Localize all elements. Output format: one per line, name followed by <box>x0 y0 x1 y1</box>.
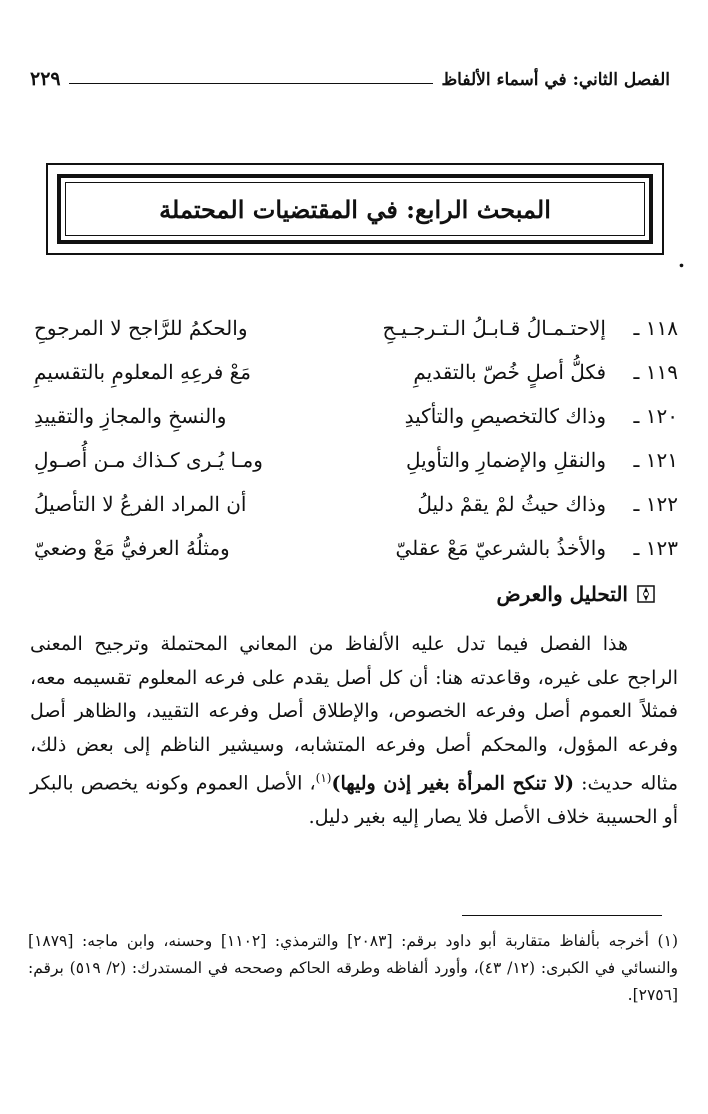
verse-first-hemistich: إلاحتـمـالُ قـابـلُ الـتـرجـيـحِ <box>382 316 606 340</box>
verse-number: ١٢١ ـ <box>633 448 678 472</box>
section-title: المبحث الرابع: في المقتضيات المحتملة <box>159 194 551 224</box>
verse-number: ١٢٠ ـ <box>633 404 678 428</box>
verse-first-hemistich: والأخذُ بالشرعيّ مَعْ عقليّ <box>395 536 606 560</box>
verse-second-hemistich: والحكمُ للرَّاجح لا المرجوحِ <box>34 316 248 340</box>
verse-first-hemistich: فكلُّ أصلٍ خُصّ بالتقديمِ <box>413 360 606 384</box>
verse-number: ١٢٢ ـ <box>633 492 678 516</box>
page-header <box>30 60 670 90</box>
section-title-panel <box>65 182 645 236</box>
running-title: الفصل الثاني: في أسماء الألفاظ <box>441 70 670 90</box>
verse-second-hemistich: مَعْ فرعِهِ المعلومِ بالتقسيمِ <box>34 360 251 384</box>
header-rule <box>69 83 434 84</box>
section-title-frame <box>46 163 664 255</box>
verse-number: ١١٩ ـ <box>633 360 678 384</box>
section-title-inner-frame <box>57 174 653 244</box>
verse-first-hemistich: وذاك كالتخصيصِ والتأكيدِ <box>404 404 606 428</box>
poem <box>34 306 678 570</box>
footnote: (١) أخرجه بألفاظ متقاربة أبو داود برقم: [٢٠٨٣] والترمذي: [١١٠٢] وحسنه، وابن ماجه: [١٨٧٩] والنسائي في الكبرى: (١٢/ ٤٣)، وأورد ألفاظه وطرقه الحاكم وصححه في المستدرك: (٢/ ٥١٩) برقم: [٢٧٥٦]. <box>28 932 678 1004</box>
verse-row <box>34 350 678 394</box>
verse-number: ١١٨ ـ <box>633 316 678 340</box>
verse-row <box>34 482 678 526</box>
page-number: ٢٢٩ <box>30 68 61 90</box>
analysis-heading-row <box>30 582 656 606</box>
verse-second-hemistich: ومثلُهُ العرفيُّ مَعْ وضعيّ <box>34 536 230 560</box>
verse-second-hemistich: ومـا يُـرى كـذاك مـن أُصـولِ <box>34 448 263 472</box>
verse-row <box>34 394 678 438</box>
floral-ornament-icon <box>636 584 656 604</box>
analysis-paragraph <box>30 628 678 834</box>
analysis-text-continued: ، الأصل العموم وكونه يخصص بالبكر أو الحسيبة خلاف الأصل فلا يصار إليه بغير دليل. <box>30 772 678 828</box>
print-dot: . <box>678 248 685 272</box>
footnote-rule <box>462 915 662 916</box>
footnote-marker[interactable]: (١) <box>315 771 332 785</box>
verse-row <box>34 438 678 482</box>
verse-row <box>34 306 678 350</box>
verse-number: ١٢٣ ـ <box>633 536 678 560</box>
hadith-quote: (لا تنكح المرأة بغير إذن وليها) <box>331 772 574 795</box>
verse-second-hemistich: أن المراد الفرعُ لا التأصيلُ <box>34 492 247 516</box>
analysis-body <box>30 628 678 834</box>
analysis-heading: التحليل والعرض <box>496 582 628 606</box>
verse-first-hemistich: والنقلِ والإضمارِ والتأويلِ <box>405 448 606 472</box>
analysis-text: هذا الفصل فيما تدل عليه الألفاظ من المعاني المحتملة وترجيح المعنى الراجح على غيره، وقاعدته هنا: أن كل أصل يقدم على فرعه المعلوم تقسيمه معه، فمثلاً العموم أصل وفرعه الخصوص، والإطلاق أصل وفرعه التقييد، والظاهر أصل وفرعه المؤول، والمحكم أصل وفرعه المتشابه، وسيشير الناظم إلى بعض ذلك، مثاله حديث: <box>30 633 678 795</box>
verse-second-hemistich: والنسخِ والمجازِ والتقييدِ <box>34 404 227 428</box>
verse-row <box>34 526 678 570</box>
verse-first-hemistich: وذاك حيثُ لمْ يقمْ دليلُ <box>417 492 606 516</box>
